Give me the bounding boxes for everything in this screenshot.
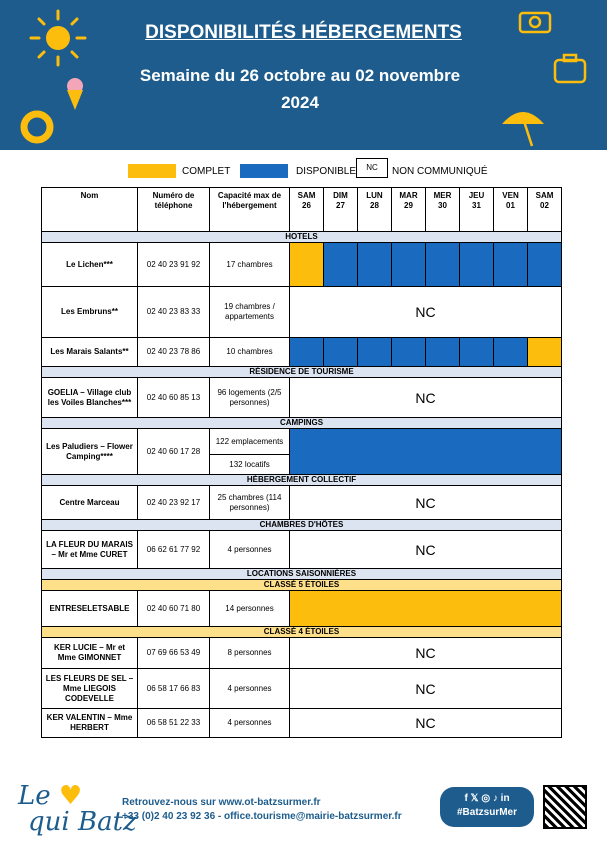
section-campings: CAMPINGS [42, 418, 562, 429]
col-header-day: SAM 02 [528, 188, 562, 232]
section-residence: RÉSIDENCE DE TOURISME [42, 367, 562, 378]
row-name: Les Embruns** [42, 287, 138, 338]
legend-disponible-swatch [240, 164, 288, 178]
table-row [42, 709, 562, 738]
day-status-disponible [358, 338, 392, 367]
header-banner [0, 0, 607, 150]
section-locations: LOCATIONS SAISONNIÈRES [42, 569, 562, 580]
col-header-capacite: Capacité max de l'hébergement [210, 188, 290, 232]
row-capacity: 19 chambres / appartements [210, 287, 290, 338]
subsection-classe4: CLASSÉ 4 ÉTOILES [42, 627, 562, 638]
availability-bar-complet [290, 591, 562, 627]
ice-cream-icon [64, 76, 86, 112]
nc-cell: NC [290, 486, 562, 520]
row-tel: 07 69 66 53 49 [138, 638, 210, 669]
parasol-icon [498, 102, 548, 148]
row-tel: 02 40 60 71 80 [138, 591, 210, 627]
row-tel: 02 40 60 17 28 [138, 429, 210, 475]
row-tel: 06 58 51 22 33 [138, 709, 210, 738]
legend-complet-label: COMPLET [182, 166, 231, 177]
day-status-disponible [494, 338, 528, 367]
row-capacity: 122 emplacements [210, 429, 290, 455]
table-row [42, 638, 562, 669]
nc-cell: NC [290, 638, 562, 669]
row-capacity: 132 locatifs [210, 455, 290, 475]
row-name: KER VALENTIN – Mme HERBERT [42, 709, 138, 738]
row-capacity: 10 chambres [210, 338, 290, 367]
day-status-disponible [460, 243, 494, 287]
row-capacity: 17 chambres [210, 243, 290, 287]
day-status-disponible [358, 243, 392, 287]
day-status-disponible [392, 338, 426, 367]
contact-line[interactable]: +33 (0)2 40 23 92 36 - office.tourisme@mairie-batzsurmer.fr [122, 811, 402, 822]
day-status-disponible [426, 243, 460, 287]
row-tel: 06 62 61 77 92 [138, 531, 210, 569]
day-status-disponible [494, 243, 528, 287]
section-hotels: HOTELS [42, 232, 562, 243]
col-header-day: DIM 27 [324, 188, 358, 232]
col-header-day: MER 30 [426, 188, 460, 232]
lifebuoy-icon [20, 110, 54, 144]
day-status-complet [528, 338, 562, 367]
availability-table [41, 187, 562, 738]
contact-info [122, 796, 402, 824]
suitcase-icon [552, 52, 588, 86]
day-status-disponible [426, 338, 460, 367]
row-name: ENTRESELETSABLE [42, 591, 138, 627]
col-header-day: LUN 28 [358, 188, 392, 232]
table-header-row [42, 188, 562, 232]
nc-cell: NC [290, 378, 562, 418]
website-link[interactable]: Retrouvez-nous sur www.ot-batzsurmer.fr [122, 797, 321, 808]
row-capacity: 4 personnes [210, 669, 290, 709]
table-row [42, 287, 562, 338]
row-capacity: 8 personnes [210, 638, 290, 669]
row-tel: 02 40 60 85 13 [138, 378, 210, 418]
legend-complet-swatch [128, 164, 176, 178]
row-name: Les Marais Salants** [42, 338, 138, 367]
social-icons: f 𝕏 ◎ ♪ in [464, 793, 510, 804]
day-status-disponible [324, 338, 358, 367]
col-header-nom: Nom [42, 188, 138, 232]
row-tel: 06 58 17 66 83 [138, 669, 210, 709]
row-name: LA FLEUR DU MARAIS – Mr et Mme CURET [42, 531, 138, 569]
row-capacity: 96 logements (2/5 personnes) [210, 378, 290, 418]
legend-disponible-label: DISPONIBLE [296, 166, 357, 177]
day-status-disponible [324, 243, 358, 287]
table-row [42, 669, 562, 709]
day-status-disponible [290, 338, 324, 367]
row-name: LES FLEURS DE SEL – Mme LIEGOIS CODEVELLE [42, 669, 138, 709]
footer [0, 775, 607, 859]
row-tel: 02 40 23 91 92 [138, 243, 210, 287]
day-status-disponible [460, 338, 494, 367]
nc-cell: NC [290, 669, 562, 709]
subtitle-line1: Semaine du 26 octobre au 02 novembre [139, 66, 461, 85]
col-header-day: SAM 26 [290, 188, 324, 232]
heart-icon: ♥ [58, 781, 83, 811]
page-title: DISPONIBILITÉS HÉBERGEMENTS [145, 22, 462, 43]
row-name: Centre Marceau [42, 486, 138, 520]
legend-nc-label: NON COMMUNIQUÉ [392, 166, 488, 177]
row-capacity: 14 personnes [210, 591, 290, 627]
table-row [42, 338, 562, 367]
subsection-classe5: CLASSÉ 5 ÉTOILES [42, 580, 562, 591]
legend-nc-box: NC [356, 158, 388, 178]
qr-code-icon[interactable] [543, 785, 587, 829]
col-header-day: JEU 31 [460, 188, 494, 232]
table-row [42, 429, 562, 455]
nc-cell: NC [290, 531, 562, 569]
row-name: Les Paludiers – Flower Camping**** [42, 429, 138, 475]
row-capacity: 4 personnes [210, 531, 290, 569]
row-tel: 02 40 23 92 17 [138, 486, 210, 520]
hashtag: #BatzsurMer [456, 807, 518, 818]
row-tel: 02 40 23 83 33 [138, 287, 210, 338]
col-header-day: VEN 01 [494, 188, 528, 232]
table-row [42, 378, 562, 418]
col-header-tel: Numéro de téléphone [138, 188, 210, 232]
brand-logo: Le ♥ qui Batz [18, 781, 137, 837]
row-name: KER LUCIE – Mr et Mme GIMONNET [42, 638, 138, 669]
row-tel: 02 40 23 78 86 [138, 338, 210, 367]
legend [0, 158, 607, 184]
page-subtitle [100, 62, 500, 116]
nc-cell: NC [290, 287, 562, 338]
day-status-disponible [528, 243, 562, 287]
row-name: Le Lichen*** [42, 243, 138, 287]
subtitle-line2: 2024 [281, 93, 319, 112]
table-row [42, 531, 562, 569]
table-row [42, 591, 562, 627]
day-status-disponible [392, 243, 426, 287]
row-capacity: 4 personnes [210, 709, 290, 738]
social-badge[interactable] [440, 787, 534, 827]
row-capacity: 25 chambres (114 personnes) [210, 486, 290, 520]
table-row [42, 243, 562, 287]
col-header-day: MAR 29 [392, 188, 426, 232]
nc-cell: NC [290, 709, 562, 738]
availability-bar-disponible [290, 429, 562, 475]
table-row [42, 486, 562, 520]
day-status-complet [290, 243, 324, 287]
row-name: GOELIA – Village club les Voiles Blanches*** [42, 378, 138, 418]
section-chambres: CHAMBRES D'HÔTES [42, 520, 562, 531]
section-collectif: HÉBERGEMENT COLLECTIF [42, 475, 562, 486]
